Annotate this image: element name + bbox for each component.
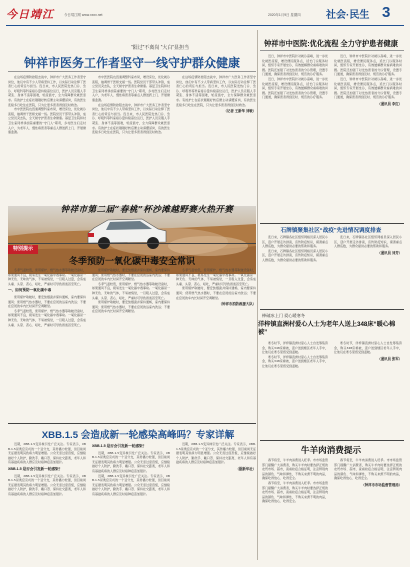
body-text: 使用煤炉取暖时，要安装烟囱并保持通畅，室内要保持通风；使用燃气热水器时，不要在密闭的浴室内洗浴；不要在密闭的车内长时间开空调睡觉。 <box>176 286 256 300</box>
newspaper-logo: 今日靖江 <box>6 8 54 21</box>
body-text: 在这场疫情防控阻击战中，钟祥市广大医务工作者坚守岗位，他们中有不少人带病坚持工作，以实际行动诠释了医者仁心的责任与担当。连日来，市人民医院发热门诊、急诊、呼吸科等科室接诊量持续高位运行，医护人员克服人手紧张、身体不适等困难，轮流值守，全力保障群众就医需求。有的护士在症状刚刚好转后便主动请缨返岗，有的医生连续多日吃住在医院，只为让更多患者得到及时救治。 <box>176 75 256 107</box>
section-divider <box>8 243 256 244</box>
main-body-col-1 <box>8 75 86 200</box>
bottom-headline: XBB.1.5 会造成新一轮感染高峰吗？专家详解 <box>41 430 235 441</box>
bottom-body-col-2 <box>92 442 170 560</box>
side-mid-col-2 <box>334 235 402 307</box>
body-text: 近期，XBB.1.5变异株引发广泛关注。专家表示，XBB.1.5是奥密克戎的一个亚分支，其传播力较强，但目前尚无证据表明其致病力明显增强。公众无需过度恐慌，应继续做好个人防护，勤洗手、戴口罩、保持社交距离，老年人和有基础疾病的人群应及时接种疫苗加强针。 <box>8 473 86 496</box>
special-badge: 特别提示 <box>8 245 38 254</box>
body-text: 连日来，石牌镇各社区组织网格员深入居民小区，逐户开展走访排查，宣传防疫知识，摸清重点人群底数，为群众提供必要的帮助和服务。 <box>262 235 328 249</box>
body-text: 春节将至，牛羊肉消费进入旺季。市市场监管部门提醒广大消费者，购买牛羊肉时要选择正规的农贸市场、超市，查看检疫合格证明，注意辨别肉品的颜色、气味和弹性，不购买来源不明的肉品，确保吃得放心、吃得安全。 <box>262 458 328 481</box>
special-body-col-2 <box>92 268 170 420</box>
side-low-col-1 <box>262 341 328 437</box>
section-divider <box>260 309 404 310</box>
main-kicker: “阳过”不离岗 “大白”显担当 <box>130 45 190 51</box>
body-text: 冬季气温较低，使用煤炉、燃气热水器等取暖设备时，如果通风不良，极易发生一氧化碳中毒事故。一氧化碳是一种无色、无味的气体，不易被察觉，一旦吸入过量，会造成头痛、头晕、恶心、呕吐，严重时可导致昏迷甚至死亡。 <box>92 281 170 300</box>
side-bottom-col-1 <box>262 458 328 560</box>
main-body-col-2 <box>92 75 170 200</box>
byline: （通讯员 刘芳） <box>377 250 402 255</box>
side-mid-headline: 石牌镇聚集社区“战疫”先进情况调度排查 <box>280 228 382 234</box>
subheading: XBB.1.5 是否会引发新一轮感染？ <box>8 466 63 471</box>
body-text: 寒冬时节，洋梓镇直洲村爱心人士自发筹集资金，购买348床棉被，逐户送到辖区老年人手中，让他们在寒冬里感受到温暖。 <box>334 341 402 355</box>
body-text: 冬季气温较低，使用煤炉、燃气热水器等取暖设备时，如果通风不良，极易发生一氧化碳中毒事故。一氧化碳是一种无色、无味的气体，不易被察觉，一旦吸入过量，会造成头痛、头晕、恶心、呕吐，严重时可导致昏迷甚至死亡。 <box>8 268 86 286</box>
side-top-headline: 钟祥市中医院:优化流程 全力守护患者健康 <box>264 39 398 48</box>
byline: （记者 王新华 刘敏） <box>223 109 256 114</box>
section-divider <box>260 223 404 224</box>
side-mid-col-1 <box>262 235 328 307</box>
body-text: 市中医医院也迅速调整科室布局，增设床位，优化就诊流程，抽调骨干医师支援一线。医院党员干部带头冲锋，成立党员突击队，全天候守护患者生命健康。基层卫生院和村卫生室同样承担着重要的“守门人”职责，乡村医生们走村入户，为老年人、慢性病患者等重点人群送药上门、开展健康监测。 <box>92 75 170 102</box>
divider <box>8 71 256 72</box>
subheading: XBB.1.5 是否会引发新一轮感染？ <box>92 444 147 448</box>
body-text: 近期，XBB.1.5变异株引发广泛关注。专家表示，XBB.1.5是奥密克戎的一个亚分支，其传播力较强，但目前尚无证据表明其致病力明显增强。公众无需过度恐慌，应继续做好个人防护，勤洗手、戴口罩、保持社交距离，老年人和有基础疾病的人群应及时接种疫苗加强针。 <box>92 473 170 496</box>
site-url: 今日靖江网 www.xxxx.net <box>64 13 103 17</box>
body-text: 在这场疫情防控阻击战中，钟祥市广大医务工作者坚守岗位，他们中有不少人带病坚持工作，以实际行动诠释了医者仁心的责任与担当。连日来，市人民医院发热门诊、急诊、呼吸科等科室接诊量持续高位运行，医护人员克服人手紧张、身体不适等困难，轮流值守，全力保障群众就医需求。有的护士在症状刚刚好转后便主动请缨返岗，有的医生连续多日吃住在医院，只为让更多患者得到及时救治。 <box>92 102 170 135</box>
section-divider <box>260 440 404 441</box>
side-top-col-1 <box>262 54 328 222</box>
issue-date: 2020年1月9日 星期四 <box>268 13 301 17</box>
body-text: 近日，钟祥市中医院针对就诊高峰，进一步优化就医流程，增设便民服务点，延长门诊服务时间，组织专家开展坐诊，有效缓解群众看病难的问题。医院还加强了对发热患者的分诊管理，设置专门通道，确保患者得到及时、规范的诊疗服务。 <box>262 76 328 100</box>
body-text: 使用煤炉取暖时，要安装烟囱并保持通畅，室内要保持通风；使用燃气热水器时，不要在密闭的浴室内洗浴；不要在密闭的车内长时间开空调睡觉。 <box>92 268 170 282</box>
side-top-col-2 <box>334 54 402 222</box>
divider <box>260 50 404 51</box>
body-text: 连日来，石牌镇各社区组织网格员深入居民小区，逐户开展走访排查，宣传防疫知识，摸清重点人群底数，为群众提供必要的帮助和服务。 <box>262 248 328 262</box>
body-text: 市中医医院也迅速调整科室布局，增设床位，优化就诊流程，抽调骨干医师支援一线。医院党员干部带头冲锋，成立党员突击队，全天候守护患者生命健康。基层卫生院和村卫生室同样承担着重要的“守门人”职责，乡村医生们走村入户，为老年人、慢性病患者等重点人群送药上门、开展健康监测。 <box>8 107 86 135</box>
body-text: 近日，钟祥市中医院针对就诊高峰，进一步优化就医流程，增设便民服务点，延长门诊服务时间，组织专家开展坐诊，有效缓解群众看病难的问题。医院还加强了对发热患者的分诊管理，设置专门通道，确保患者得到及时、规范的诊疗服务。 <box>334 76 402 100</box>
body-text: 春节将至，牛羊肉消费进入旺季。市市场监管部门提醒广大消费者，购买牛羊肉时要选择正规的农贸市场、超市，查看检疫合格证明，注意辨别肉品的颜色、气味和弹性，不购买来源不明的肉品，确保吃得放心、吃得安全。 <box>262 480 328 504</box>
subheading: 一、如何预防一氧化碳中毒 <box>8 288 52 293</box>
special-body-col-3 <box>176 268 256 420</box>
body-text: 寒冬时节，洋梓镇直洲村爱心人士自发筹集资金，购买348床棉被，逐户送到辖区老年人手中，让他们在寒冬里感受到温暖。 <box>262 354 328 368</box>
photo-caption-title: 钟祥市第二届“春桃”杯沙滩越野赛火热开赛 <box>60 205 234 215</box>
bottom-body-col-3 <box>176 442 256 560</box>
body-text: 冬季气温较低，使用煤炉、燃气热水器等取暖设备时，如果通风不良，极易发生一氧化碳中毒事故。一氧化碳是一种无色、无味的气体，不易被察觉，一旦吸入过量，会造成头痛、头晕、恶心、呕吐，严重时可导致昏迷甚至死亡。 <box>176 268 256 286</box>
body-text: 近日，钟祥市中医院针对就诊高峰，进一步优化就医流程，增设便民服务点，延长门诊服务时间，组织专家开展坐诊，有效缓解群众看病难的问题。医院还加强了对发热患者的分诊管理，设置专门通道，确保患者得到及时、规范的诊疗服务。 <box>262 54 328 77</box>
body-text: 春节将至，牛羊肉消费进入旺季。市市场监管部门提醒广大消费者，购买牛羊肉时要选择正规的农贸市场、超市，查看检疫合格证明，注意辨别肉品的颜色、气味和弹性，不购买来源不明的肉品，确保吃得放心、吃得安全。 <box>334 458 402 481</box>
special-body-col-1 <box>8 268 86 420</box>
body-text: 寒冬时节，洋梓镇直洲村爱心人士自发筹集资金，购买348床棉被，逐户送到辖区老年人手中，让他们在寒冬里感受到温暖。 <box>262 341 328 355</box>
body-text: 近日，钟祥市中医院针对就诊高峰，进一步优化就医流程，增设便民服务点，延长门诊服务时间，组织专家开展坐诊，有效缓解群众看病难的问题。医院还加强了对发热患者的分诊管理，设置专门通道，确保患者得到及时、规范的诊疗服务。 <box>334 54 402 77</box>
body-text: 冬季气温较低，使用煤炉、燃气热水器等取暖设备时，如果通风不良，极易发生一氧化碳中毒事故。一氧化碳是一种无色、无味的气体，不易被察觉，一旦吸入过量，会造成头痛、头晕、恶心、呕吐，严重时可导致昏迷甚至死亡。 <box>8 308 86 327</box>
main-headline: 钟祥市医务工作者坚守一线守护群众健康 <box>23 56 240 70</box>
special-headline: 冬季预防一氧化碳中毒安全常识 <box>68 256 195 266</box>
bottom-body-col-1 <box>8 442 86 560</box>
truck-light <box>88 233 94 237</box>
body-text: 使用煤炉取暖时，要安装烟囱并保持通畅，室内要保持通风；使用燃气热水器时，不要在密闭的浴室内洗浴；不要在密闭的车内长时间开空调睡觉。 <box>92 300 170 314</box>
page-number: 3 <box>382 4 391 21</box>
side-low-kicker: 棒破冰上门 爱心暖寒冬 <box>262 313 306 318</box>
byline: （钟祥市市场监督管理局） <box>361 482 402 487</box>
column-rule <box>257 30 258 560</box>
body-text: 使用煤炉取暖时，要安装烟囱并保持通畅，室内要保持通风；使用燃气热水器时，不要在密闭的浴室内洗浴；不要在密闭的车内长时间开空调睡觉。 <box>8 294 86 309</box>
side-bottom-col-2 <box>334 458 402 560</box>
side-low-col-2 <box>334 341 402 437</box>
body-text: 在这场疫情防控阻击战中，钟祥市广大医务工作者坚守岗位，他们中有不少人带病坚持工作，以实际行动诠释了医者仁心的责任与担当。连日来，市人民医院发热门诊、急诊、呼吸科等科室接诊量持续高位运行，医护人员克服人手紧张、身体不适等困难，轮流值守，全力保障群众就医需求。有的护士在症状刚刚好转后便主动请缨返岗，有的医生连续多日吃住在医院，只为让更多患者得到及时救治。 <box>8 75 86 107</box>
side-low-headline: 洋梓镇直洲村爱心人士为老年人送上348床“暖心棉被” <box>258 321 396 336</box>
section-name: 社会·民生 <box>326 10 370 21</box>
body-text: 近期，XBB.1.5变异株引发广泛关注。专家表示，XBB.1.5是奥密克戎的一个亚分支，其传播力较强，但目前尚无证据表明其致病力明显增强。公众无需过度恐慌，应继续做好个人防护，勤洗手、戴口罩、保持社交距离，老年人和有基础疾病的人群应及时接种疫苗加强针。 <box>8 442 86 465</box>
byline: （通讯员 张军） <box>377 356 402 361</box>
main-body-col-3 <box>176 75 256 200</box>
masthead <box>6 4 404 26</box>
byline: （通讯员 李红） <box>377 101 402 106</box>
body-text: 连日来，石牌镇各社区组织网格员深入居民小区，逐户开展走访排查，宣传防疫知识，摸清重点人群底数，为群众提供必要的帮助和服务。 <box>334 235 402 249</box>
body-text: 近期，XBB.1.5变异株引发广泛关注。专家表示，XBB.1.5是奥密克戎的一个亚分支，其传播力较强，但目前尚无证据表明其致病力明显增强。公众无需过度恐慌，应继续做好个人防护，勤洗手、戴口罩、保持社交距离，老年人和有基础疾病的人群应及时接种疫苗加强针。 <box>92 450 170 473</box>
dust-cloud <box>168 236 248 256</box>
byline: （钟祥市消防救援大队） <box>218 302 256 307</box>
side-bottom-headline: 牛羊肉消费提示 <box>300 445 362 455</box>
byline: （据新华社） <box>235 466 256 471</box>
section-divider <box>8 423 256 424</box>
body-text: 近期，XBB.1.5变异株引发广泛关注。专家表示，XBB.1.5是奥密克戎的一个亚分支，其传播力较强，但目前尚无证据表明其致病力明显增强。公众无需过度恐慌，应继续做好个人防护，勤洗手、戴口罩、保持社交距离，老年人和有基础疾病的人群应及时接种疫苗加强针。 <box>176 442 256 465</box>
